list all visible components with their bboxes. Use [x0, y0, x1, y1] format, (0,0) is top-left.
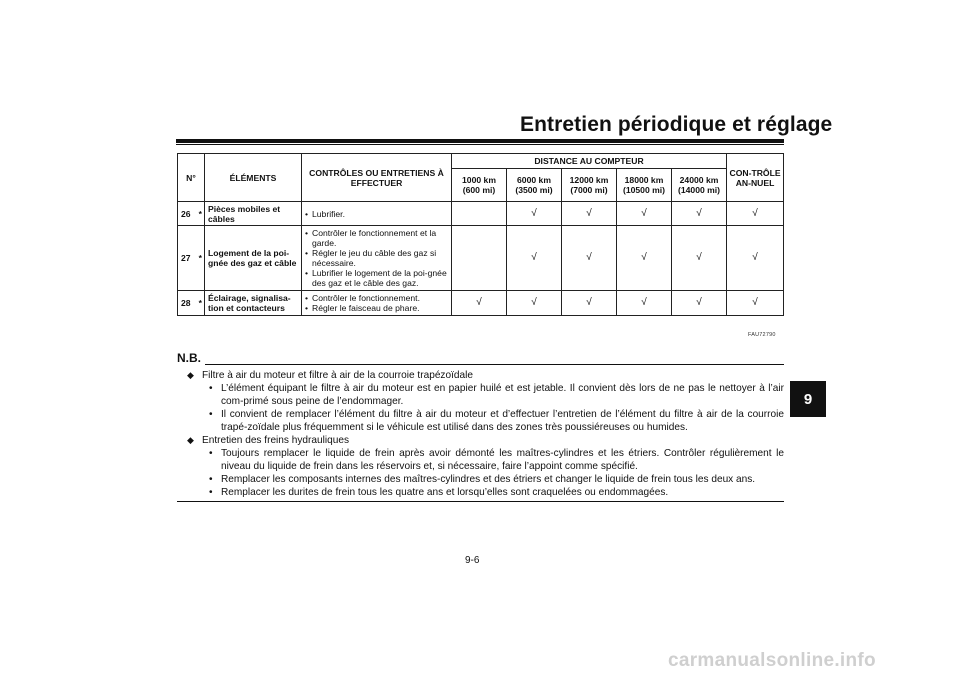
- note-body: [177, 369, 784, 499]
- page-number: 9-6: [465, 555, 480, 566]
- row-operations: [302, 226, 452, 291]
- interval-mi: (3500 mi): [515, 185, 553, 195]
- operation-line: [305, 248, 448, 268]
- interval-km: 18000 km: [624, 175, 664, 185]
- operation-text: Lubrifier le logement de la poi-gnée des gaz et le câble des gaz.: [312, 268, 447, 288]
- operation-line: [305, 228, 448, 248]
- page-title: Entretien périodique et réglage: [520, 113, 833, 136]
- check-mark: [452, 202, 507, 226]
- header-interval: [617, 169, 672, 202]
- note-point: [177, 382, 784, 408]
- diamond-bullet-icon: ◆: [187, 370, 194, 380]
- note-heading: [177, 434, 784, 447]
- note-heading-text: Entretien des freins hydrauliques: [202, 435, 350, 446]
- operation-line: [305, 293, 448, 303]
- header-interval: [452, 169, 507, 202]
- check-mark: √: [562, 291, 617, 316]
- check-mark: √: [672, 291, 727, 316]
- note-point-text: Remplacer les composants internes des maîtres-cylindres et des étriers et changer le liquide de frein tous les deux ans.: [221, 474, 756, 485]
- operation-line: [305, 303, 448, 313]
- check-mark: √: [452, 291, 507, 316]
- check-mark: √: [617, 291, 672, 316]
- note-point-text: Remplacer les durites de frein tous les quatre ans et lorsqu’elles sont craquelées ou endommagées.: [221, 487, 669, 498]
- bullet-icon: •: [209, 409, 213, 420]
- row-item: Éclairage, signalisa-tion et contacteurs: [205, 291, 302, 316]
- interval-mi: (7000 mi): [570, 185, 608, 195]
- check-mark: √: [617, 202, 672, 226]
- chapter-tab[interactable]: 9: [790, 381, 826, 417]
- watermark-logo: carmanualsonline.info: [668, 650, 876, 671]
- interval-km: 6000 km: [517, 175, 551, 185]
- interval-mi: (600 mi): [462, 185, 496, 195]
- check-mark: √: [507, 291, 562, 316]
- row-number: 28: [178, 291, 197, 316]
- check-mark: √: [562, 202, 617, 226]
- reference-code: FAU72790: [748, 332, 776, 338]
- check-mark: √: [727, 226, 784, 291]
- header-items: ÉLÉMENTS: [205, 154, 302, 202]
- row-operations: [302, 202, 452, 226]
- header-rule-thin: [176, 144, 784, 145]
- operation-line: [305, 268, 448, 288]
- operation-text: Contrôler le fonctionnement.: [312, 293, 420, 303]
- note-point: [177, 447, 784, 473]
- table-row: [178, 291, 784, 316]
- header-distance: DISTANCE AU COMPTEUR: [452, 154, 727, 169]
- row-star-marker: *: [197, 202, 205, 226]
- check-mark: √: [727, 291, 784, 316]
- check-mark: √: [672, 226, 727, 291]
- note-rule: [205, 364, 784, 365]
- note-bottom-rule: [177, 501, 784, 502]
- header-num: N°: [178, 154, 205, 202]
- check-mark: [452, 226, 507, 291]
- note-title: N.B.: [177, 351, 201, 365]
- interval-km: 1000 km: [462, 175, 496, 185]
- interval-mi: (14000 mi): [678, 185, 721, 195]
- row-operations: [302, 291, 452, 316]
- note-point-text: L’élément équipant le filtre à air du moteur est en papier huilé et est jetable. Il convient dès lors de ne pas le nettoyer à l’air com-primé sous peine de l’endommager.: [221, 383, 784, 407]
- note-point-text: Il convient de remplacer l’élément du filtre à air du moteur et d’effectuer l’entretien de l’élément du filtre à air de la courroie trapé-zoïdale plus fréquemment si le véhicule est utilisé dans des zones très poussiéreuses ou humides.: [221, 409, 784, 433]
- row-number: 26: [178, 202, 197, 226]
- row-star-marker: *: [197, 291, 205, 316]
- operation-text: Régler le jeu du câble des gaz si nécessaire.: [312, 248, 437, 268]
- header-annual: CON-TRÔLE AN-NUEL: [727, 154, 784, 202]
- diamond-bullet-icon: ◆: [187, 435, 194, 445]
- note-point: [177, 473, 784, 486]
- note-point: [177, 408, 784, 434]
- note-point-text: Toujours remplacer le liquide de frein après avoir démonté les maîtres-cylindres et les étriers. Contrôler régulièrement le niveau du liquide de frein dans les réservoirs et, si nécessaire, faire l’appoint comme spécifié.: [221, 448, 784, 472]
- check-mark: √: [507, 202, 562, 226]
- maintenance-table: [177, 153, 784, 316]
- row-item: Pièces mobiles et câbles: [205, 202, 302, 226]
- header-rule: [176, 139, 784, 143]
- row-number: 27: [178, 226, 197, 291]
- bullet-icon: •: [209, 487, 213, 498]
- row-star-marker: *: [197, 226, 205, 291]
- header-ops: CONTRÔLES OU ENTRETIENS À EFFECTUER: [302, 154, 452, 202]
- check-mark: √: [672, 202, 727, 226]
- row-item: Logement de la poi-gnée des gaz et câble: [205, 226, 302, 291]
- note-heading: [177, 369, 784, 382]
- operation-text: Contrôler le fonctionnement et la garde.: [312, 228, 437, 248]
- operation-line: [305, 209, 448, 219]
- table-row: [178, 226, 784, 291]
- note-heading-text: Filtre à air du moteur et filtre à air de la courroie trapézoïdale: [202, 370, 473, 381]
- bullet-icon: •: [209, 383, 213, 394]
- interval-km: 24000 km: [679, 175, 719, 185]
- check-mark: √: [617, 226, 672, 291]
- check-mark: √: [727, 202, 784, 226]
- bullet-icon: •: [209, 448, 213, 459]
- interval-km: 12000 km: [569, 175, 609, 185]
- check-mark: √: [507, 226, 562, 291]
- header-interval: [672, 169, 727, 202]
- note-point: [177, 486, 784, 499]
- header-interval: [562, 169, 617, 202]
- table-row: [178, 202, 784, 226]
- check-mark: √: [562, 226, 617, 291]
- operation-text: Lubrifier.: [312, 208, 345, 219]
- interval-mi: (10500 mi): [622, 185, 666, 195]
- operation-text: Régler le faisceau de phare.: [312, 303, 420, 313]
- header-interval: [507, 169, 562, 202]
- bullet-icon: •: [209, 474, 213, 485]
